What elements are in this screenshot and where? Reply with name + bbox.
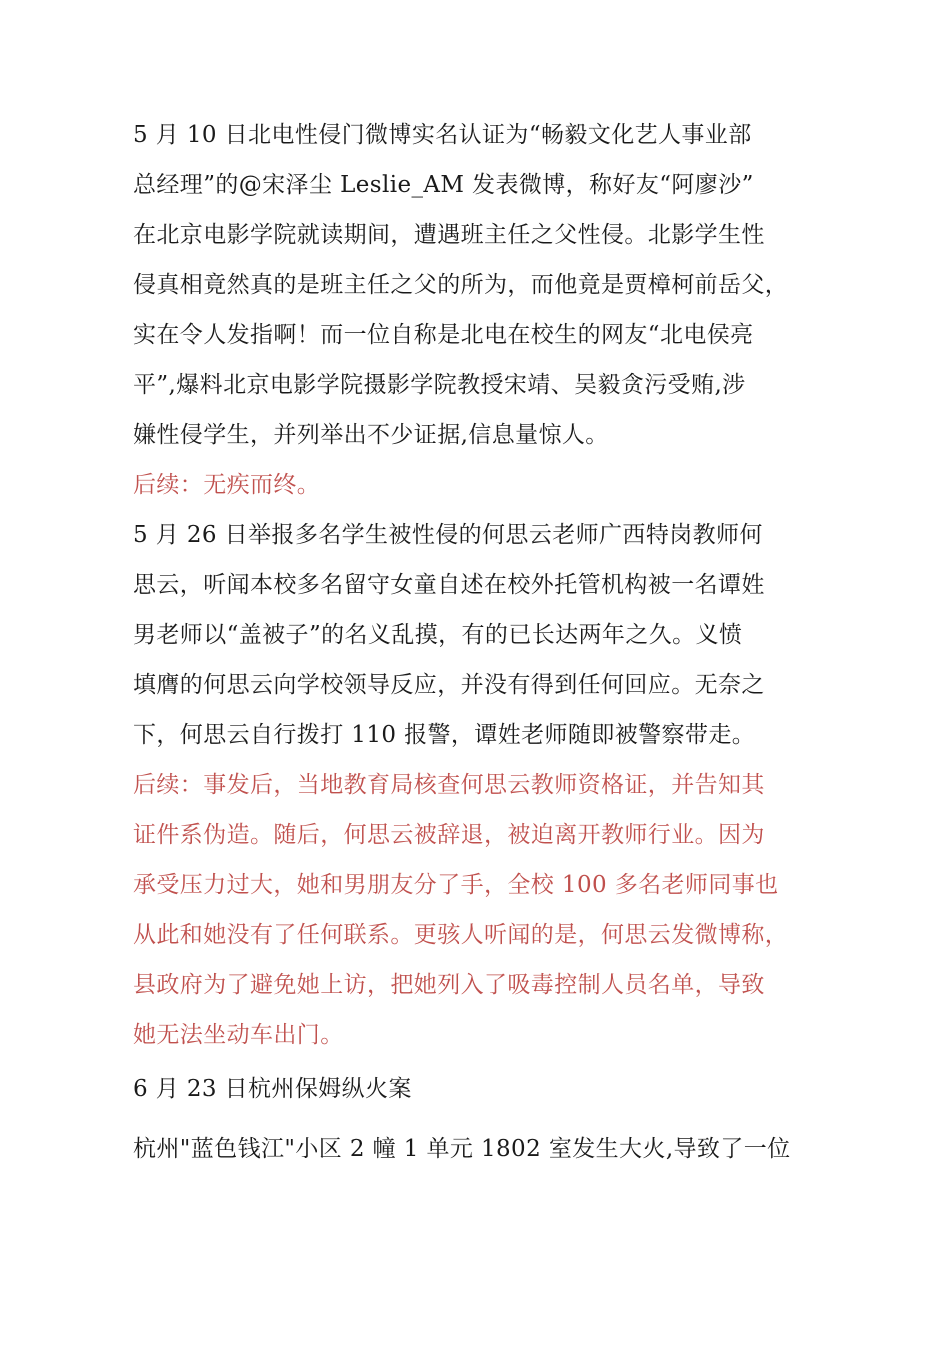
- followup-line: 证件系伪造。随后，何思云被辞退，被迫离开教师行业。因为: [133, 822, 765, 848]
- paragraph-beidian-case: [133, 110, 833, 460]
- followup-line: 县政府为了避免她上访，把她列入了吸毒控制人员名单，导致: [133, 972, 765, 998]
- text-line: 5 月 10 日北电性侵门微博实名认证为“畅毅文化艺人事业部: [133, 122, 752, 148]
- text-line: 填膺的何思云向学校领导反应，并没有得到任何回应。无奈之: [133, 672, 765, 698]
- paragraph-hangzhou-case: [133, 1124, 833, 1174]
- text-line: 平”,爆料北京电影学院摄影学院教授宋靖、吴毅贪污受贿,涉: [133, 372, 746, 398]
- followup-line: 后续：事发后，当地教育局核查何思云教师资格证，并告知其: [133, 772, 765, 798]
- document-page: [133, 110, 833, 1174]
- followup-hesiyun: [133, 760, 833, 1060]
- text-line: 总经理”的@宋泽尘 Leslie_AM 发表微博，称好友“阿廖沙”: [133, 172, 754, 198]
- followup-line: 承受压力过大，她和男朋友分了手，全校 100 多名老师同事也: [133, 872, 779, 898]
- followup-line: 她无法坐动车出门。: [133, 1022, 344, 1048]
- text-line: 在北京电影学院就读期间，遭遇班主任之父性侵。北影学生性: [133, 222, 765, 248]
- paragraph-hesiyun-case: [133, 510, 833, 760]
- text-line: 5 月 26 日举报多名学生被性侵的何思云老师广西特岗教师何: [133, 522, 763, 548]
- followup-line: 从此和她没有了任何联系。更骇人听闻的是，何思云发微博称，: [133, 922, 789, 948]
- text-line: 思云，听闻本校多名留守女童自述在校外托管机构被一名谭姓: [133, 572, 765, 598]
- followup-beidian: [133, 460, 833, 510]
- section-heading: 6 月 23 日杭州保姆纵火案: [133, 1076, 412, 1102]
- text-line: 侵真相竟然真的是班主任之父的所为，而他竟是贾樟柯前岳父，: [133, 272, 789, 298]
- heading-hangzhou-case: [133, 1064, 833, 1114]
- text-line: 男老师以“盖被子”的名义乱摸，有的已长达两年之久。义愤: [133, 622, 743, 648]
- followup-line: 后续：无疾而终。: [133, 472, 321, 498]
- text-line: 下，何思云自行拨打 110 报警，谭姓老师随即被警察带走。: [133, 722, 756, 748]
- text-line: 实在令人发指啊！而一位自称是北电在校生的网友“北电侯亮: [133, 322, 754, 348]
- text-line: 杭州"蓝色钱江"小区 2 幢 1 单元 1802 室发生大火,导致了一位: [133, 1136, 791, 1162]
- text-line: 嫌性侵学生，并列举出不少证据,信息量惊人。: [133, 422, 609, 448]
